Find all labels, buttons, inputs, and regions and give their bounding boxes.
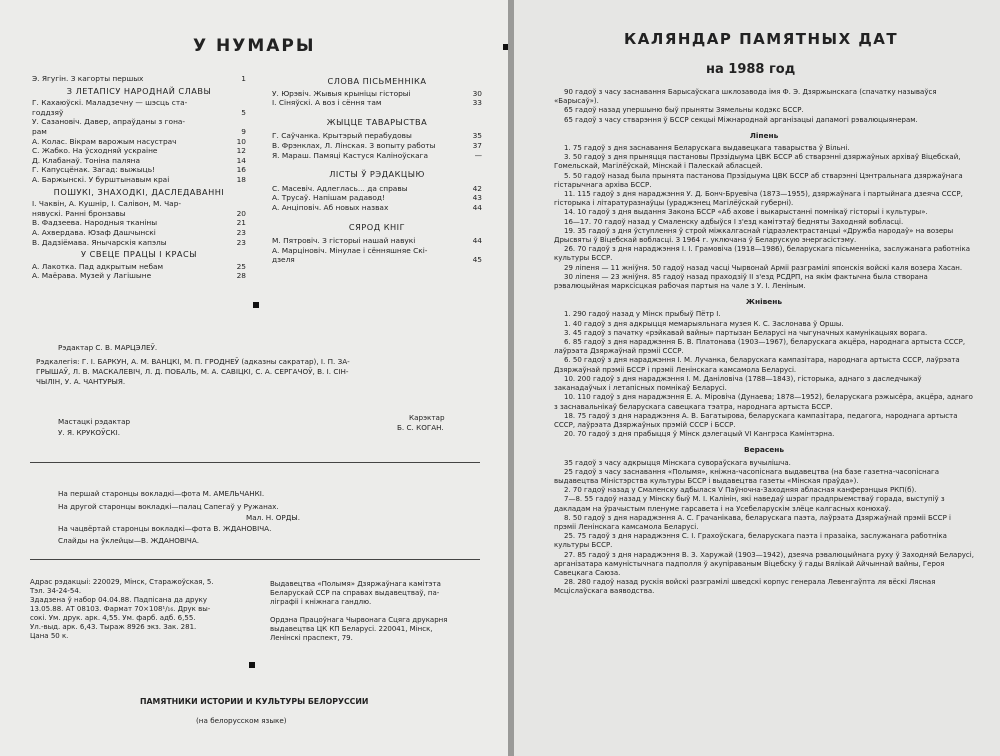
entry-text: Г. Кахаюўскі. Маладзечну — шэсць ста- [32, 98, 188, 108]
page-number: 44 [472, 202, 482, 212]
photo-credit: Слайды на ўклейцы—В. ЖДАНОВІЧА. [58, 536, 200, 545]
calendar-entry: 6. 85 гадоў з дня нараджэння Б. В. Платонава (1903—1967), беларускага акцёра, народнага артыста СССР, лаўрэата Дзяржаўнай прэміі СССР. [554, 338, 966, 356]
page-number: 18 [236, 174, 246, 184]
calendar-entry: 25 гадоў з часу заснавання «Полымя», кніжна-часопіснага выдавецтва (на базе газетна-часопіснага выдавецтва Міністэрства культуры БССР і выдавецтва газеты «Мінская праўда»). [554, 467, 940, 485]
imprint-line: Адрас рэдакцыі: 220029, Мінск, Старажоўская, 5. [30, 578, 214, 586]
contents-entry [272, 193, 482, 203]
contents-entry [272, 203, 482, 213]
contents-entry [32, 74, 246, 84]
contents-entry [32, 175, 246, 185]
section-heading: ЛІСТЫ Ў РЭДАКЦЫЮ [329, 169, 425, 180]
proofreader-name: Б. С. КОГАН. [397, 423, 444, 432]
month-heading: Жнівень [745, 297, 783, 307]
calendar-entry: 35 гадоў з часу адкрыцця Мінскага сувораўскага вучылішча. [564, 458, 791, 467]
calendar-entry: 28. 280 гадоў назад рускія войскі разграмілі шведскі корпус генерала Левенгаўпта ля вёскі Лясная Мсціслаўскага ваяводства. [554, 578, 936, 596]
contents-entry [272, 141, 482, 151]
imprint-line: Ул.-выд. арк. 6,43. Тыраж 8926 экз. Зак. 281. [30, 623, 197, 631]
calendar-entry: 10. 200 гадоў з дня нараджэння І. М. Даніловіча (1788—1843), гісторыка, аднаго з даследчыкаў заканадаўчых і летапісных помнікаў Беларусі. [554, 374, 922, 393]
calendar-title: КАЛЯНДАР ПАМЯТНЫХ ДАТ [624, 30, 899, 48]
board-line: ЧЫЛІН, У. А. ЧАНТУРЫЯ. [36, 377, 126, 386]
contents-entry [32, 218, 246, 228]
page-number: — [474, 150, 482, 160]
contents-entry [272, 184, 482, 194]
entry-text: М. Пятровіч. З гісторыі нашай навукі [272, 236, 416, 246]
calendar-entry: 1. 290 гадоў назад у Мінск прыбыў Пётр І. [564, 310, 721, 319]
entry-text: Г. Капусцёнак. Загад: выжыць! [32, 165, 156, 175]
page-number: 10 [236, 136, 246, 146]
divider [30, 462, 480, 463]
photo-credit: На чацвёртай старонцы вокладкі—фота В. ЖДАНОВІЧА. [58, 524, 272, 533]
page-number: 44 [472, 236, 482, 246]
imprint-line: Цана 50 к. [30, 632, 69, 640]
entry-text: А. Лакотка. Пад адкрытым небам [32, 261, 164, 271]
page-number: 16 [236, 165, 246, 175]
calendar-year: на 1988 год [706, 62, 796, 77]
page-number: 25 [236, 261, 246, 271]
calendar-entry: 2. 70 гадоў назад у Смаленску адбылася V Паўночна-Заходняя абласная канферэнцыя РКП(б). [564, 486, 917, 495]
contents-entry [32, 228, 246, 238]
contents-title: У НУМАРЫ [193, 36, 316, 56]
calendar-entry: 14. 10 гадоў з дня выдання Закона БССР «Аб ахове і выкарыстанні помнікаў гісторыі і культуры». [564, 208, 928, 217]
imprint-left [30, 578, 245, 641]
calendar-entry: 8. 50 гадоў з дня нараджэння А. С. Грачанікава, беларускага паэта, лаўрэата Дзяржаўнай прэміі БССР і прэміі Ленінскага камсамола Беларусі. [554, 513, 951, 531]
calendar-entry: 19. 35 гадоў з дня ўступлення ў строй міжкалгаснай гідраэлектрастанцыі «Дружба народаў» на возеры Дрысвяты ў Віцебскай вобласці. З 1964 г. уключана ў Беларускую энергасістэму. [554, 226, 954, 245]
board-line: Рэдкалегія: Г. І. БАРКУН, А. М. ВАНЦКІ, М. П. ГРОДНЕЎ (адказны сакратар), І. П. ЗА- [36, 357, 350, 366]
imprint-line: Выдавецтва «Полымя» Дзяржаўнага камітэта [270, 580, 441, 588]
calendar-entry: 16—17. 70 гадоў назад у Смаленску адбыўся І з'езд камітэтаў бедняты Заходняй вобласці. [564, 217, 904, 226]
calendar-entry: 10. 110 гадоў з дня нараджэння Е. А. Міровіча (Дунаева; 1878—1952), беларускага рэжысёра, акцёра, аднаго з заснавальнікаў беларускага савецкага тэатра, народнага артыста БССР. [554, 393, 973, 411]
contents-entry [32, 108, 246, 118]
art-editor-name: У. Я. КРУКОЎСКІ. [58, 428, 120, 437]
calendar-entry: 65 гадоў з часу стварэння ў БССР секцыі Міжнароднай арганізацыі дапамогі рэвалюцыянерам. [564, 115, 918, 124]
contents-entry [32, 137, 246, 147]
entry-text: С. Масевіч. Адлеглась... да справы [272, 183, 408, 193]
imprint-line: ліграфіі і кніжнага гандлю. [270, 598, 372, 606]
imprint-right [270, 580, 485, 643]
imprint-line: сокі. Ум. друк. арк. 4,55. Ум. фарб. адб. 6,55. [30, 614, 196, 622]
entry-text: А. Колас. Вікрам варожым насустрач [32, 136, 177, 146]
entry-text: Э. Ягугін. З кагорты першых [32, 74, 144, 83]
page-number: 20 [236, 208, 246, 218]
calendar-entry: 3. 50 гадоў з дня прыняцця пастановы Прэзідыума ЦВК БССР аб стварэнні дзяржаўных архіваў Віцебскай, Гомельскай, Магілёўскай, Мінскай і Палескай абласцей. [554, 153, 961, 171]
contents-entry [32, 117, 246, 127]
entry-text: У. Юрэвіч. Жывыя крыніцы гісторыі [272, 88, 411, 98]
entry-text: годдзяў [32, 107, 64, 117]
entry-text: А. Марціновіч. Мінулае і сённяшняе Скі- [272, 245, 428, 255]
contents-entry [272, 255, 482, 265]
calendar-entry: 20. 70 гадоў з дня прабыцця ў Мінск дэлегацый VI Кангрэса Камінтэрна. [564, 430, 835, 439]
calendar-entry: 6. 50 гадоў з дня нараджэння І. М. Лучанка, беларускага кампазітара, народнага артыста СССР, лаўрэата Дзяржаўнай прэміі БССР і прэміі Ленінскага камсамола Беларусі. [554, 356, 960, 374]
calendar-entry: 27. 85 гадоў з дня нараджэння В. З. Харужай (1903—1942), дзеяча рэвалюцыйнага руху ў Заходняй Беларусі, арганізатара камуністычнага падполля ў акупіраваным Віцебску ў гады Вялікай Айчыннай вайны, Героя Савецкага Саюза. [554, 550, 974, 577]
divider [30, 559, 480, 560]
entry-text: Я. Мараш. Памяці Кастуся Каліноўскага [272, 150, 429, 160]
calendar-entry: 65 гадоў назад упершыню быў прыняты Зямельны кодэкс БССР. [564, 106, 804, 115]
calendar-entry: 25. 75 гадоў з дня нараджэння С. І. Грахоўскага, беларускага паэта і празаіка, заслужанага работніка культуры БССР. [554, 532, 947, 550]
calendar-entry: 1. 40 гадоў з дня адкрыцця мемарыяльнага музея К. С. Заслонава ў Оршы. [564, 319, 844, 328]
contents-entry [32, 127, 246, 137]
footer-title: ПАМЯТНИКИ ИСТОРИИ И КУЛЬТУРЫ БЕЛОРУССИИ [140, 697, 369, 706]
entry-text: дзеля [272, 255, 295, 265]
contents-entry [272, 246, 482, 256]
footer-subtitle: (на белорусском языке) [196, 716, 287, 725]
photo-credit: Мал. Н. ОРДЫ. [246, 513, 300, 522]
page-number: 23 [236, 237, 246, 247]
calendar-entry: 26. 70 гадоў з дня нараджэння І. І. Грамовіча (1918—1986), беларускага пісьменніка, заслужанага работніка культуры БССР. [554, 245, 971, 263]
page-number: 33 [472, 98, 482, 108]
page-number: 42 [472, 183, 482, 193]
calendar-body [554, 88, 974, 597]
page-number: 45 [472, 255, 482, 265]
calendar-entry: 30 ліпеня — 23 жніўня. 85 гадоў назад праходзіў II з'езд РСДРП, на якім фактычна была створана рэвалюцыйная марксісцкая рабочая партыя на чале з У. І. Леніным. [554, 272, 928, 291]
section-heading: СЛОВА ПІСЬМЕННІКА [327, 76, 427, 86]
calendar-entry: 7—8. 55 гадоў назад у Мінску быў М. І. Калінін, які наведаў шэраг прадпрыемстваў горада, выступіў з дакладам на ўрачыстым пленуме гарсавета і на Усебеларускім злёце калгасных конюхаў. [554, 495, 945, 513]
entry-text: С. Жабко. На ўсходняй ускраіне [32, 146, 158, 156]
entry-text: В. Фрэнклах, Л. Лінская. З вопыту работы [272, 140, 436, 150]
editorial-board [36, 357, 476, 387]
board-line: ГРЫШАЎ, Л. В. МАСКАЛЕВІЧ, Л. Д. ПОБАЛЬ, М. А. САВІЦКІ, С. А. СЕРГАЧОЎ, В. І. СІН- [36, 367, 349, 376]
photo-credit: На другой старонцы вокладкі—палац Сапегаў у Ружанах. [58, 502, 279, 511]
contents-column-2 [272, 74, 482, 265]
imprint-line: 13.05.88. АТ 08103. Фармат 70×108¹/₁₆. Друк вы- [30, 605, 211, 613]
entry-text: А. Анціповіч. Аб новых назвах [272, 202, 389, 212]
calendar-entry: 3. 45 гадоў з пачатку «рэйкавай вайны» партызан Беларусі на чыгуначных камунікацыях ворага. [564, 328, 928, 337]
contents-entry [32, 262, 246, 272]
entry-text: Г. Саўчанка. Крытэрый перабудовы [272, 131, 412, 141]
imprint-line: Ордэна Працоўнага Чырвонага Сцяга друкарня [270, 616, 448, 624]
entry-text: І. Сіняўскі. А воз і сёння там [272, 98, 382, 108]
section-heading: СЯРОД КНІГ [348, 221, 406, 232]
entry-text: рам [32, 126, 47, 136]
entry-text: Д. Клабанаў. Тоніна паляна [32, 155, 141, 165]
contents-entry [272, 89, 482, 99]
calendar-entry: 1. 75 гадоў з дня заснавання Беларускага выдавецкага таварыства ў Вільні. [564, 144, 850, 153]
contents-entry [32, 209, 246, 219]
page-number: 23 [236, 227, 246, 237]
entry-text: У. Сазановіч. Давер, апраўданы з гона- [32, 117, 186, 127]
entry-text: А. Маёрава. Музей у Лагішыне [32, 271, 152, 281]
page-number: 43 [472, 193, 482, 203]
contents-entry [272, 131, 482, 141]
page-number: 12 [236, 146, 246, 156]
section-heading: У СВЕЦЕ ПРАЦЫ І КРАСЫ [81, 249, 197, 260]
right-page [514, 0, 1000, 756]
calendar-entry: 5. 50 гадоў назад была прынята пастанова Прэзідыума ЦВК БССР аб стварэнні Цэнтральнага дзяржаўнага гістарычнага архіва БССР. [554, 171, 963, 189]
entry-text: А. Ахвердава. Юзаф Дашчынскі [32, 227, 156, 237]
bullet-mark [253, 302, 259, 308]
entry-text: А. Трусаў. Напішам радавод! [272, 193, 385, 203]
bullet-mark [249, 662, 255, 668]
section-heading: ЖЫЦЦЕ ТАВАРЫСТВА [326, 116, 428, 127]
entry-text: А. Баржынскі. У бурштынавым краі [32, 174, 170, 184]
contents-entry [272, 236, 482, 246]
calendar-entry: 29 ліпеня — 11 жніўня. 50 гадоў назад часці Чырвонай Арміі разграмілі японскія войскі каля возера Хасан. [564, 263, 963, 272]
calendar-entry: 18. 75 гадоў з дня нараджэння А. В. Багатырова, беларускага кампазітара, педагога, народнага артыста СССР, лаўрэата Дзяржаўных прэмій СССР і БССР. [554, 411, 958, 429]
month-heading: Ліпень [749, 130, 779, 140]
imprint-line [270, 607, 485, 616]
editor-line: Рэдактар С. В. МАРЦЭЛЕЎ. [58, 343, 158, 352]
imprint-line: Тэл. 34-24-54. [30, 587, 82, 595]
contents-entry [32, 98, 246, 108]
contents-entry [272, 151, 482, 161]
entry-text: І. Чаквін, А. Кушнір, І. Салівон, М. Чар- [32, 199, 182, 209]
imprint-line: Беларускай ССР па справах выдавецтваў, па- [270, 589, 440, 597]
imprint-line: Ленінскі праспект, 79. [270, 634, 353, 642]
calendar-entry: 11. 115 гадоў з дня нараджэння У. Д. Бонч-Бруевіча (1873—1955), дзяржаўнага і партыйнага дзеяча СССР, гісторыка і літаратуразнаўцы (ураджэнец Магілёўскай губерні). [554, 190, 963, 208]
page-number: 35 [472, 131, 482, 141]
section-heading: З ЛЕТАПІСУ НАРОДНАЙ СЛАВЫ [66, 85, 212, 96]
photo-credit: На першай старонцы вокладкі—фота М. АМЕЛЬЧАНКІ. [58, 489, 265, 498]
month-heading: Верасень [743, 445, 785, 455]
contents-entry [32, 199, 246, 209]
imprint-line: выдавецтва ЦК КП Беларусі. 220041, Мінск, [270, 625, 433, 633]
page-number: 30 [472, 88, 482, 98]
page-number: 1 [241, 74, 246, 83]
art-editor-label: Мастацкі рэдактар [58, 417, 131, 426]
contents-entry [32, 238, 246, 248]
proofreader-label: Карэктар [409, 413, 445, 422]
page-number: 9 [241, 126, 246, 136]
page-number: 37 [472, 140, 482, 150]
contents-column-1 [32, 74, 246, 281]
page-number: 5 [241, 107, 246, 117]
entry-text: нявускі. Ранні бронзавы [32, 208, 126, 218]
contents-entry [32, 146, 246, 156]
contents-entry [32, 271, 246, 281]
page-number: 28 [236, 271, 246, 281]
page-number: 14 [236, 155, 246, 165]
imprint-line: Здадзена ў набор 04.04.88. Падпісана да друку [30, 596, 207, 604]
section-heading: ПОШУКІ, ЗНАХОДКІ, ДАСЛЕДАВАННІ [53, 186, 225, 197]
contents-entry [32, 165, 246, 175]
calendar-entry: 90 гадоў з часу заснавання Барысаўскага шклозавода імя Ф. Э. Дзяржынскага (спачатку называўся «Барысаў»). [554, 88, 937, 106]
entry-text: В. Фадзеева. Народныя тканіны [32, 218, 158, 228]
contents-entry [32, 156, 246, 166]
contents-entry [272, 98, 482, 108]
page-number: 21 [236, 218, 246, 228]
entry-text: В. Дадзіёмава. Янычарскія капэлы [32, 237, 167, 247]
